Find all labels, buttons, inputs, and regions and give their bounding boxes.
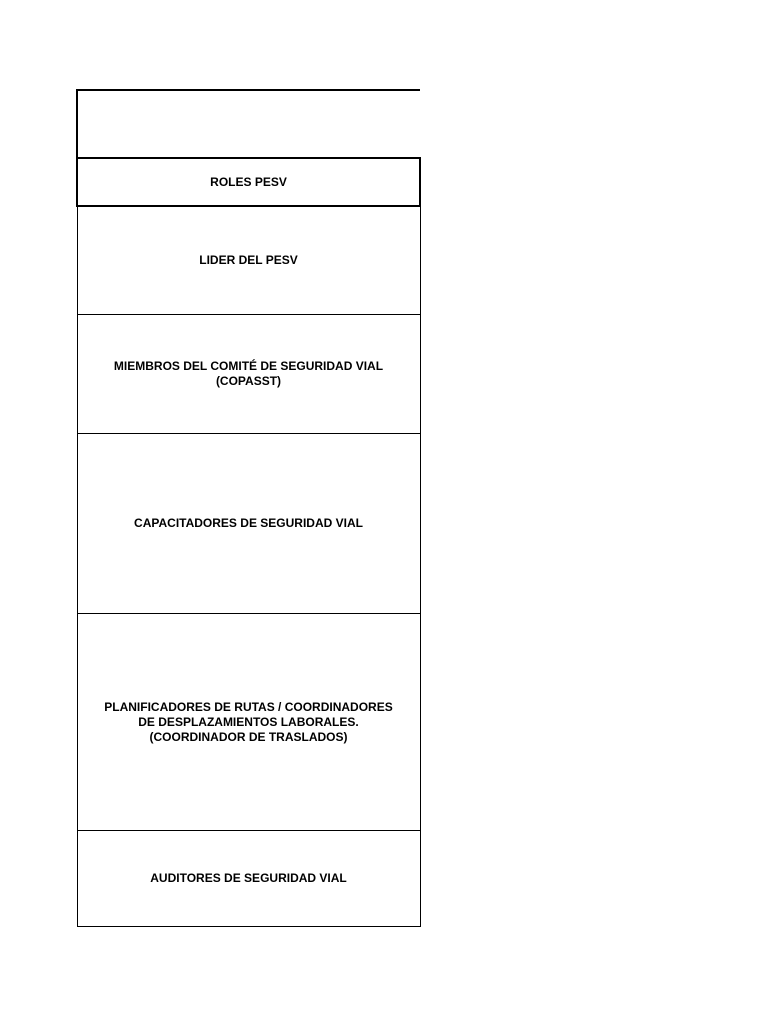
role-label-note: (COPASST) [215, 374, 282, 388]
table-row [77, 831, 420, 927]
role-cell-comite [77, 315, 420, 434]
table-row [77, 434, 420, 614]
role-label-note: (COORDINADOR DE TRASLADOS) [149, 729, 348, 744]
table-top-cell [77, 90, 420, 158]
role-label: LIDER DEL PESV [199, 253, 298, 267]
role-cell-lider [77, 206, 420, 315]
table-header-row [77, 158, 420, 206]
roles-table [76, 89, 421, 927]
role-label: PLANIFICADORES DE RUTAS / COORDINADORES DE DESPLAZAMIENTOS LABORALES. [104, 699, 393, 729]
role-cell-capacitadores [77, 434, 420, 614]
role-label: MIEMBROS DEL COMITÉ DE SEGURIDAD VIAL [113, 359, 384, 373]
role-label: CAPACITADORES DE SEGURIDAD VIAL [134, 516, 363, 530]
table-top-row [77, 90, 420, 158]
role-cell-planificadores [77, 614, 420, 831]
roles-header-cell: ROLES PESV [77, 158, 420, 206]
role-cell-auditores [77, 831, 420, 927]
table-row [77, 614, 420, 831]
table-row [77, 315, 420, 434]
role-label: AUDITORES DE SEGURIDAD VIAL [150, 871, 347, 885]
table-row [77, 206, 420, 315]
